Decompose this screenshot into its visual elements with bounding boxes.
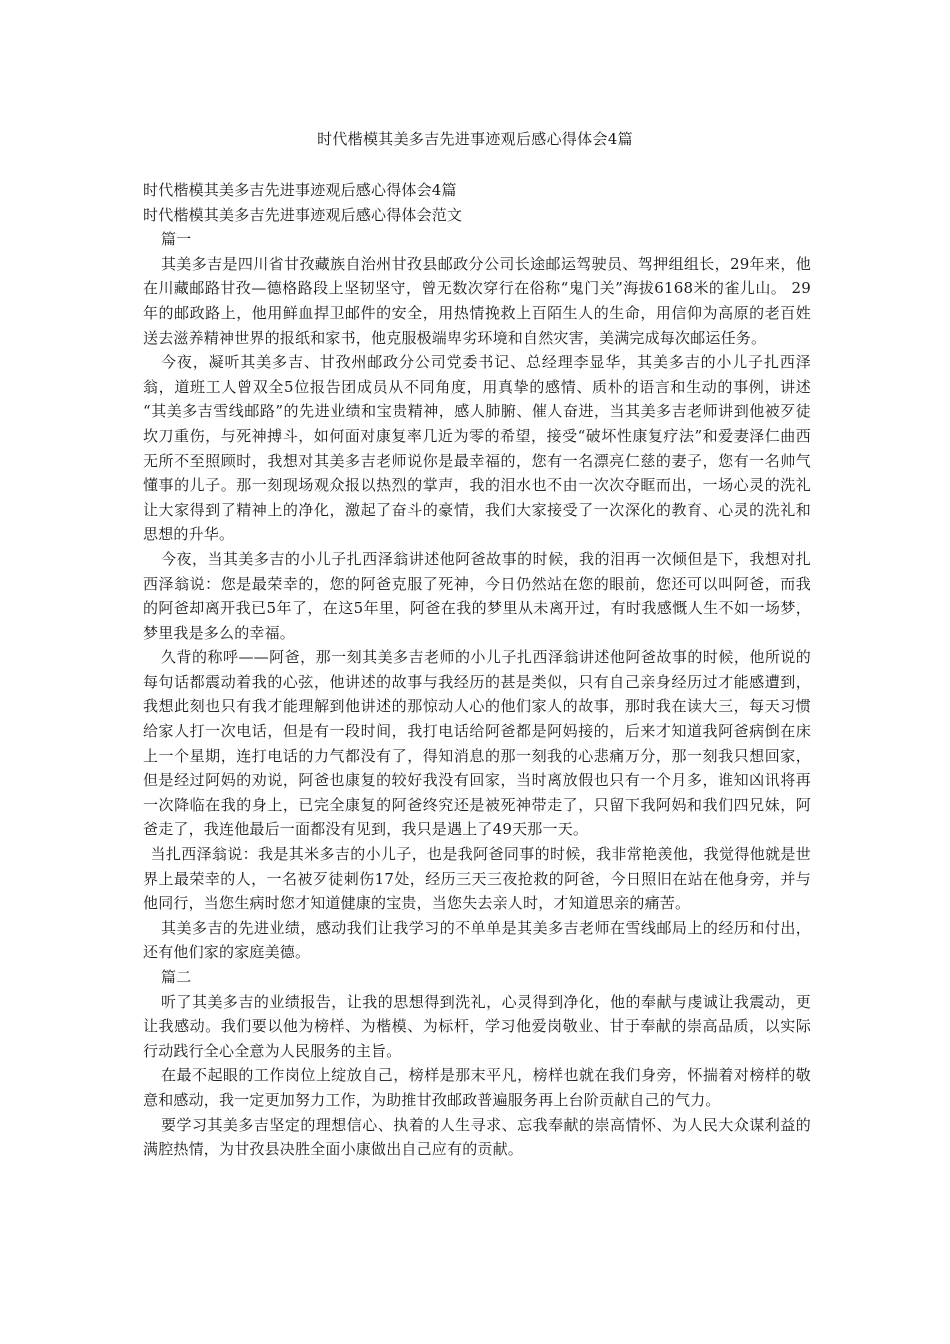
paragraph-4: 久背的称呼——阿爸，那一刻其美多吉老师的小儿子扎西泽翁讲述他阿爸故事的时候，他所说的每句话都震动着我的心弦，他讲述的故事与我经历的甚是类似，只有自己亲身经历过才能感遭到，我想此刻也只有我才能理解到他讲述的那惊动人心的他们家人的故事，那时我在读大三，每天习惯给家人打一次电话，但是有一段时间，我打电话给阿爸都是阿妈接的，后来才知道我阿爸病倒在床上一个星期，连打电话的力气都没有了，得知消息的那一刻我的心悲痛万分，那一刻我只想回家，但是经过阿妈的劝说，阿爸也康复的较好我没有回家，当时离放假也只有一个月多，谁知凶讯将再一次降临在我的身上，已完全康复的阿爸终究还是被死神带走了，只留下我阿妈和我们四兄妹，阿爸走了，我连他最后一面都没有见到，我只是遇上了49天那一天。 [143,648,811,839]
paragraph-1: 其美多吉是四川省甘孜藏族自治州甘孜县邮政分公司长途邮运驾驶员、驾押组组长，29年来，他在川藏邮路甘孜—德格路段上坚韧坚守，曾无数次穿行在俗称“鬼门关”海拔6168米的雀儿山。 29年的邮政路上，他用鲜血捍卫邮件的安全，用热情挽救上百陌生人的生命，用信仰为高原的老百姓送去滋养精神世界的报纸和家书，他克服极端卑劣环境和自然灾害，美满完成每次邮运任务。 [143,254,811,347]
paragraph-8: 在最不起眼的工作岗位上绽放自己，榜样是那末平凡，榜样也就在我们身旁，怀揣着对榜样的敬意和感动，我一定更加努力工作，为助推甘孜邮政普遍服务再上台阶贡献自己的气力。 [143,1066,811,1109]
document-title: 时代楷模其美多吉先进事迹观后感心得体会4篇 [317,130,633,148]
section-label-1: 篇一 [161,230,192,249]
section-label-2: 篇二 [161,968,192,986]
paragraph-2: 今夜，凝听其美多吉、甘孜州邮政分公司党委书记、总经理李显华，其美多吉的小儿子扎西泽翁，道班工人曾双全5位报告团成员从不同角度，用真挚的感情、质朴的语言和生动的事例，讲述 “其美多吉雪线邮路”的先进业绩和宝贵精神，感人肺腑、催人奋进，当其美多吉老师讲到他被歹徒坎刀重伤，与死神搏斗，如何面对康复率几近为零的希望，接受“破坏性康复疗法”和爱妻泽仁曲西无所不至照顾时，我想对其美多吉老师说你是最幸福的，您有一名漂亮仁慈的妻子，您有一名帅气懂事的儿子。那一刻现场观众报以热烈的掌声，我的泪水也不由一次次夺眶而出，一场心灵的洗礼让大家得到了精神上的净化，激起了奋斗的豪情，我们大家接受了一次深化的教育、心灵的洗礼和思想的升华。 [143,353,811,544]
heading-sub: 时代楷模其美多吉先进事迹观后感心得体会范文 [143,205,463,224]
document-body [143,178,811,1162]
heading-main: 时代楷模其美多吉先进事迹观后感心得体会4篇 [143,181,457,199]
paragraph-7: 听了其美多吉的业绩报告，让我的思想得到洗礼，心灵得到净化，他的奉献与虔诚让我震动，更让我感动。我们要以他为榜样、为楷模、为标杆，学习他爱岗敬业、甘于奉献的崇高品质，以实际行动践行全心全意为人民服务的主旨。 [143,992,811,1060]
paragraph-3: 今夜，当其美多吉的小儿子扎西泽翁讲述他阿爸故事的时候，我的泪再一次倾但是下，我想对扎西泽翁说：您是最荣幸的，您的阿爸克服了死神，今日仍然站在您的眼前，您还可以叫阿爸，而我的阿爸却离开我已5年了，在这5年里，阿爸在我的梦里从未离开过，有时我感慨人生不如一场梦，梦里我是多么的幸福。 [143,549,811,642]
paragraph-5: 当扎西泽翁说：我是其米多吉的小儿子，也是我阿爸同事的时候，我非常艳羡他，我觉得他就是世界上最荣幸的人，一名被歹徒刺伤17处，经历三天三夜抢救的阿爸，今日照旧在站在他身旁，并与他同行，当您生病时您才知道健康的宝贵，当您失去亲人时，才知道思亲的痛苦。 [143,845,811,913]
paragraph-6: 其美多吉的先进业绩，感动我们让我学习的不单单是其美多吉老师在雪线邮局上的经历和付出，还有他们家的家庭美德。 [143,918,811,962]
paragraph-9: 要学习其美多吉坚定的理想信心、执着的人生寻求、忘我奉献的崇高情怀、为人民大众谋利益的满腔热情，为甘孜县决胜全面小康做出自己应有的贡献。 [143,1115,811,1159]
